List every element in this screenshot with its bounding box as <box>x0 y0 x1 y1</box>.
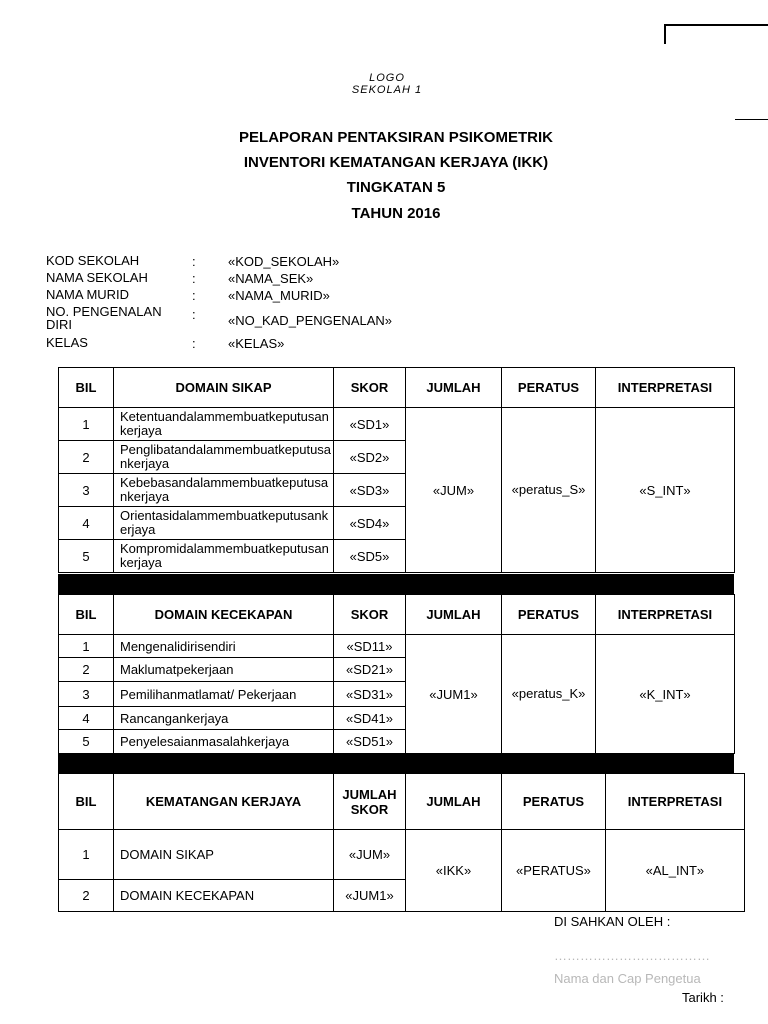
peratus-cell: «PERATUS» <box>502 830 606 912</box>
skor-cell: «SD51» <box>334 730 406 754</box>
skor-cell: «SD21» <box>334 658 406 682</box>
info-value: «KOD_SEKOLAH» <box>228 254 340 269</box>
info-label: NAMA MURID <box>46 287 130 302</box>
column-header: BIL <box>59 368 114 408</box>
skor-cell: «SD11» <box>334 635 406 658</box>
domain-cell: Orientasidalammembuatkeputusankerjaya <box>114 507 334 540</box>
bil-cell: 4 <box>59 707 114 730</box>
column-header: BIL <box>59 595 114 635</box>
info-label: KELAS <box>46 335 88 350</box>
column-header: KEMATANGAN KERJAYA <box>114 774 334 830</box>
info-colon: : <box>192 307 196 322</box>
margin-rule <box>735 119 768 120</box>
disahkan-oleh-label: DI SAHKAN OLEH : <box>554 914 671 929</box>
domain-cell: Maklumatpekerjaan <box>114 658 334 682</box>
nama-cap-pengetua-label: Nama dan Cap Pengetua <box>554 971 701 986</box>
info-label: NAMA SEKOLAH <box>46 270 148 285</box>
info-colon: : <box>192 336 196 351</box>
skor-cell: «SD1» <box>334 408 406 441</box>
section-divider-band <box>58 574 734 594</box>
bil-cell: 1 <box>59 635 114 658</box>
domain-cell: DOMAIN SIKAP <box>114 830 334 880</box>
column-header: SKOR <box>334 595 406 635</box>
column-header: PERATUS <box>502 595 596 635</box>
bil-cell: 2 <box>59 880 114 912</box>
bil-cell: 3 <box>59 474 114 507</box>
corner-mark-horizontal <box>664 24 768 26</box>
bil-cell: 5 <box>59 540 114 573</box>
bil-cell: 3 <box>59 682 114 707</box>
jumlah-cell: «JUM» <box>406 408 502 573</box>
info-label: NO. PENGENALAN DIRI <box>46 304 162 332</box>
jumlah-cell: «JUM1» <box>406 635 502 754</box>
report-title-line-3: TINGKATAN 5 <box>346 179 446 196</box>
column-header: INTERPRETASI <box>596 368 735 408</box>
skor-cell: «SD2» <box>334 441 406 474</box>
info-value: «NAMA_MURID» <box>228 288 330 303</box>
info-colon: : <box>192 271 196 286</box>
column-header: SKOR <box>334 368 406 408</box>
bil-cell: 1 <box>59 830 114 880</box>
tarikh-label: Tarikh : <box>682 990 724 1005</box>
interpretasi-cell: «K_INT» <box>596 635 735 754</box>
info-value: «NO_KAD_PENGENALAN» <box>228 313 393 328</box>
skor-cell: «SD5» <box>334 540 406 573</box>
column-header: PERATUS <box>502 368 596 408</box>
jumlah-cell: «IKK» <box>406 830 502 912</box>
table-row <box>59 830 745 880</box>
domain-cell: Kompromidalammembuatkeputusankerjaya <box>114 540 334 573</box>
info-colon: : <box>192 288 196 303</box>
column-header: JUMLAH SKOR <box>334 774 406 830</box>
column-header: INTERPRETASI <box>605 774 744 830</box>
column-header: DOMAIN KECEKAPAN <box>114 595 334 635</box>
skor-cell: «SD41» <box>334 707 406 730</box>
column-header: INTERPRETASI <box>596 595 735 635</box>
bil-cell: 2 <box>59 441 114 474</box>
table-row <box>59 635 735 658</box>
column-header: DOMAIN SIKAP <box>114 368 334 408</box>
domain-cell: Mengenalidirisendiri <box>114 635 334 658</box>
column-header: JUMLAH <box>406 595 502 635</box>
domain-cell: Pemilihanmatlamat/ Pekerjaan <box>114 682 334 707</box>
skor-cell: «SD4» <box>334 507 406 540</box>
domain-cell: Penglibatandalammembuatkeputusankerjaya <box>114 441 334 474</box>
logo-line-1: LOGO <box>369 72 405 84</box>
domain-cell: Kebebasandalammembuatkeputusankerjaya <box>114 474 334 507</box>
bil-cell: 1 <box>59 408 114 441</box>
report-title-line-1: PELAPORAN PENTAKSIRAN PSIKOMETRIK <box>239 129 553 146</box>
school-logo-placeholder <box>320 72 454 96</box>
corner-mark-vertical <box>664 24 666 44</box>
column-header: JUMLAH <box>406 774 502 830</box>
skor-cell: «JUM1» <box>334 880 406 912</box>
table-header-row <box>59 774 745 830</box>
info-value: «KELAS» <box>228 336 285 351</box>
bil-cell: 2 <box>59 658 114 682</box>
skor-cell: «SD3» <box>334 474 406 507</box>
domain-sikap-table <box>58 367 735 573</box>
table-header-row <box>59 595 735 635</box>
domain-kecekapan-table <box>58 594 735 754</box>
report-title-line-2: INVENTORI KEMATANGAN KERJAYA (IKK) <box>243 154 549 171</box>
domain-cell: DOMAIN KECEKAPAN <box>114 880 334 912</box>
bil-cell: 4 <box>59 507 114 540</box>
column-header: PERATUS <box>502 774 606 830</box>
info-colon: : <box>192 254 196 269</box>
report-title-line-4: TAHUN 2016 <box>351 205 441 222</box>
signature-line: ……………………………… <box>554 948 710 963</box>
domain-cell: Penyelesaianmasalahkerjaya <box>114 730 334 754</box>
table-header-row <box>59 368 735 408</box>
logo-line-2: SEKOLAH 1 <box>351 84 423 96</box>
kematangan-kerjaya-table <box>58 773 745 912</box>
section-divider-band <box>58 753 734 773</box>
domain-cell: Rancangankerjaya <box>114 707 334 730</box>
info-value: «NAMA_SEK» <box>228 271 314 286</box>
table-row <box>59 408 735 441</box>
bil-cell: 5 <box>59 730 114 754</box>
domain-cell: Ketentuandalammembuatkeputusankerjaya <box>114 408 334 441</box>
info-label: KOD SEKOLAH <box>46 253 140 268</box>
column-header: BIL <box>59 774 114 830</box>
peratus-cell: «peratus_S» <box>502 408 596 573</box>
skor-cell: «JUM» <box>334 830 406 880</box>
peratus-cell: «peratus_K» <box>502 635 596 754</box>
info-row-no-pengenalan <box>46 305 446 335</box>
skor-cell: «SD31» <box>334 682 406 707</box>
column-header: JUMLAH <box>406 368 502 408</box>
interpretasi-cell: «AL_INT» <box>605 830 744 912</box>
interpretasi-cell: «S_INT» <box>596 408 735 573</box>
